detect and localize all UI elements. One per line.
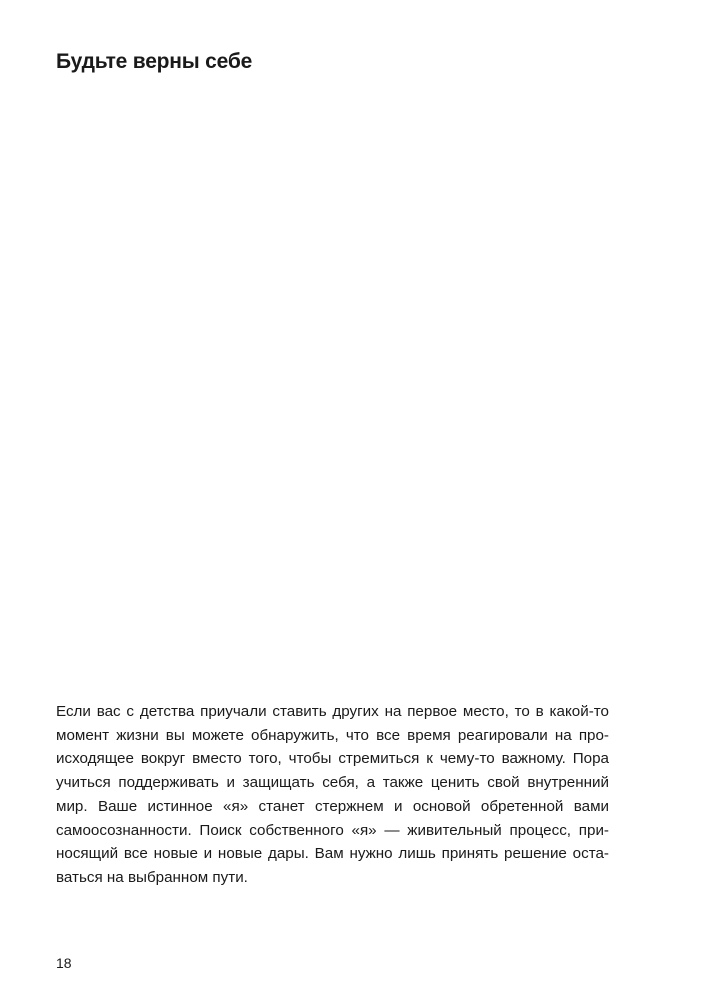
body-line: самоосознанности. Поиск собственного «я» — живительный процесс, при- (56, 821, 609, 839)
body-line: исходящее вокруг вместо того, чтобы стремиться к чему-то важному. Пора (56, 750, 609, 768)
body-line: мир. Ваше истинное «я» станет стержнем и основой обретенной вами (56, 797, 609, 815)
body-line: учиться поддерживать и защищать себя, а также ценить свой внутренний (56, 774, 609, 792)
body-paragraph (56, 700, 609, 890)
body-line: момент жизни вы можете обнаружить, что все время реагировали на про- (56, 726, 609, 744)
body-line: Если вас с детства приучали ставить других на первое место, то в какой-то (56, 703, 609, 720)
body-line: ваться на выбранном пути. (56, 868, 248, 886)
page-number: 18 (56, 955, 72, 971)
body-line: носящий все новые и новые дары. Вам нужно лишь принять решение оста- (56, 845, 609, 863)
page-title: Будьте верны себе (56, 50, 253, 73)
